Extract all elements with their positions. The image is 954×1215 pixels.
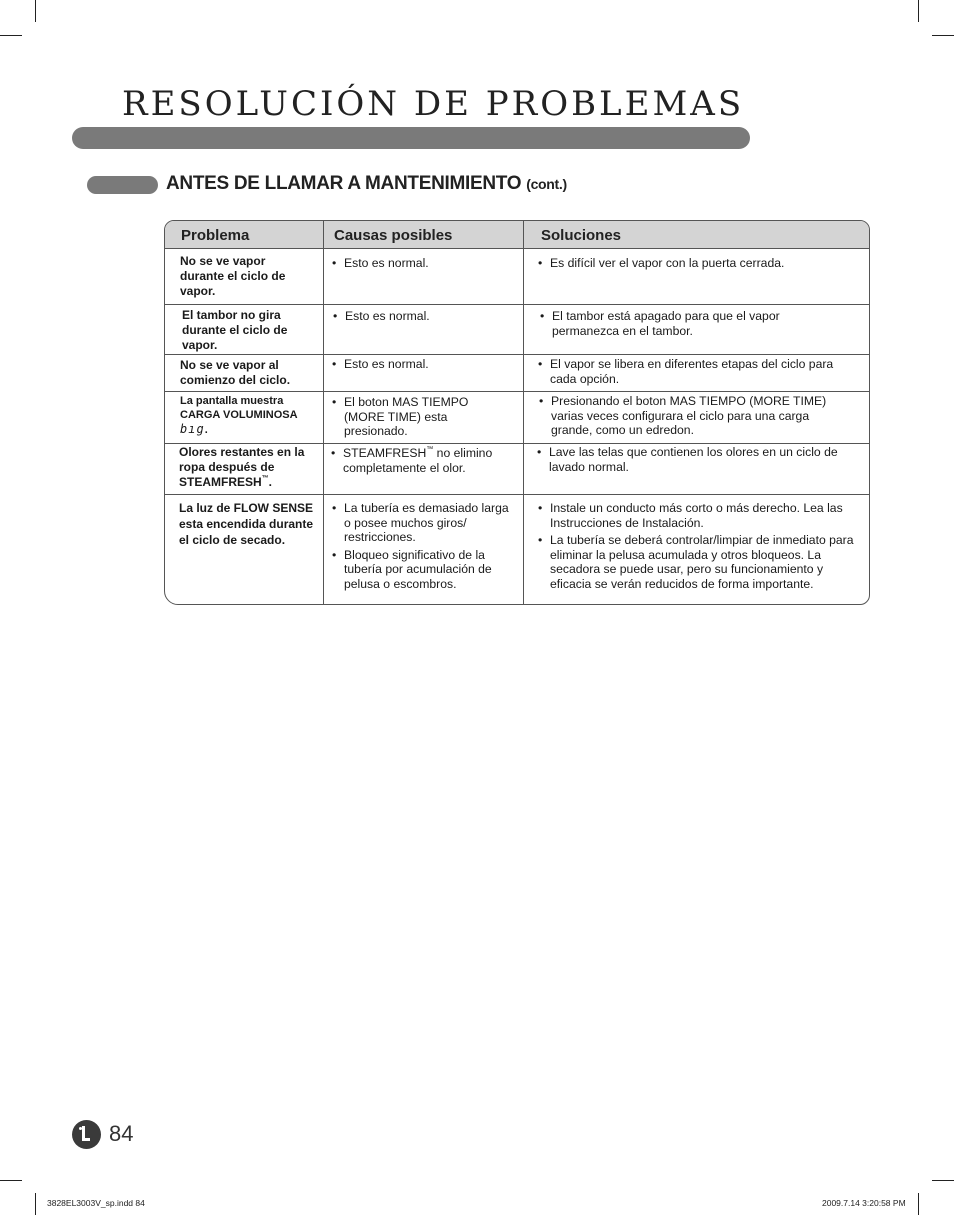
row-divider xyxy=(165,354,869,355)
header-problema: Problema xyxy=(181,227,250,244)
row-5-problem xyxy=(179,445,314,489)
row-3-causes xyxy=(332,357,512,375)
row-6-causes xyxy=(332,501,514,595)
row-4-solution-1: • Presionando el boton MAS TIEMPO (MORE TIME) varias veces configurara el ciclo para una carga grande, como un edredon. xyxy=(539,394,849,438)
troubleshooting-table xyxy=(164,220,870,605)
crop-mark xyxy=(918,1193,919,1215)
section-title xyxy=(166,173,567,195)
crop-mark xyxy=(35,0,36,22)
row-1-causes xyxy=(332,256,512,274)
crop-mark xyxy=(932,1180,954,1181)
crop-mark xyxy=(35,1193,36,1215)
crop-mark xyxy=(0,1180,22,1181)
row-4-problem xyxy=(180,394,320,438)
row-divider xyxy=(165,443,869,444)
row-4-problem-line-1: La pantalla muestra xyxy=(180,395,284,407)
footer-filename: 3828EL3003V_sp.indd 84 xyxy=(47,1198,145,1208)
page-number: 84 xyxy=(109,1121,134,1146)
row-3-problem: No se ve vapor al comienzo del ciclo. xyxy=(180,358,291,387)
crop-mark xyxy=(932,35,954,36)
crop-mark xyxy=(0,35,22,36)
row-3-cause-1: • Esto es normal. xyxy=(332,357,512,372)
row-3-solutions xyxy=(538,357,838,389)
row-5-solution-1: • Lave las telas que contienen los olores en un ciclo de lavado normal. xyxy=(537,445,852,474)
row-4-solutions xyxy=(539,394,849,441)
row-5-cause-1 xyxy=(331,446,511,475)
row-6-solution-1: • Instale un conducto más corto o más derecho. Lea las Instrucciones de Instalación. xyxy=(538,501,856,530)
column-divider xyxy=(323,221,324,604)
trademark-symbol: ™ xyxy=(426,446,434,453)
header-soluciones: Soluciones xyxy=(541,227,622,244)
row-4-causes xyxy=(332,395,492,442)
title-bar xyxy=(72,127,750,149)
row-6-problem: La luz de FLOW SENSE esta encendida durante el ciclo de secado. xyxy=(179,501,314,547)
section-title-text: ANTES DE LLAMAR A MANTENIMIENTO xyxy=(166,173,522,194)
row-1-cause-1: • Esto es normal. xyxy=(332,256,512,271)
row-5-causes xyxy=(331,446,511,478)
row-1-problem: No se ve vapor durante el ciclo de vapor. xyxy=(180,254,286,298)
row-2-solutions xyxy=(540,309,830,341)
footer-timestamp: 2009.7.14 3:20:58 PM xyxy=(822,1198,906,1208)
row-5-cause-prefix: STEAMFRESH xyxy=(343,446,427,460)
row-5-problem-text: Olores restantes en la ropa después de STEAMFRESH xyxy=(179,445,305,489)
row-6-cause-1: • La tubería es demasiado larga o posee muchos giros/ restricciones. xyxy=(332,501,514,545)
row-6-solutions xyxy=(538,501,856,595)
row-2-causes xyxy=(333,309,513,327)
row-divider xyxy=(165,391,869,392)
display-big-icon: bıg xyxy=(180,422,205,437)
row-4-problem-period: . xyxy=(204,424,208,437)
row-6-solution-2: • La tubería se deberá controlar/limpiar de inmediato para eliminar la pelusa acumulada y otros bloqueos. La secadora se puede usar, pero su funcionamiento y eficacia se verán reducidos de forma importante. xyxy=(538,533,856,591)
header-causas: Causas posibles xyxy=(334,227,453,244)
row-6-cause-2: • Bloqueo significativo de la tubería por acumulación de pelusa o escombros. xyxy=(332,548,514,592)
row-2-problem: El tambor no gira durante el ciclo de vapor. xyxy=(182,308,288,352)
row-5-cause-rest: no elimino completamente el olor. xyxy=(343,446,493,475)
section-title-suffix: (cont.) xyxy=(526,176,567,192)
row-divider xyxy=(165,494,869,495)
section-pill xyxy=(87,176,158,194)
row-1-solution-1: • Es difícil ver el vapor con la puerta cerrada. xyxy=(538,256,848,271)
row-1-solutions xyxy=(538,256,848,274)
row-2-cause-1: • Esto es normal. xyxy=(333,309,513,324)
row-2-solution-1: • El tambor está apagado para que el vapor permanezca en el tambor. xyxy=(540,309,830,338)
column-divider xyxy=(523,221,524,604)
table-header xyxy=(165,221,869,249)
row-5-problem-end: . xyxy=(268,474,273,489)
crop-mark xyxy=(918,0,919,22)
row-4-cause-1: • El boton MAS TIEMPO (MORE TIME) esta presionado. xyxy=(332,395,492,439)
row-5-solutions xyxy=(537,445,852,477)
row-divider xyxy=(165,304,869,305)
row-3-solution-1: • El vapor se libera en diferentes etapas del ciclo para cada opción. xyxy=(538,357,838,386)
page-title: RESOLUCIÓN DE PROBLEMAS xyxy=(122,84,745,124)
row-4-problem-line-2: CARGA VOLUMINOSA xyxy=(180,409,298,422)
trademark-symbol: ™ xyxy=(261,474,269,482)
lg-logo-icon xyxy=(72,1120,101,1149)
